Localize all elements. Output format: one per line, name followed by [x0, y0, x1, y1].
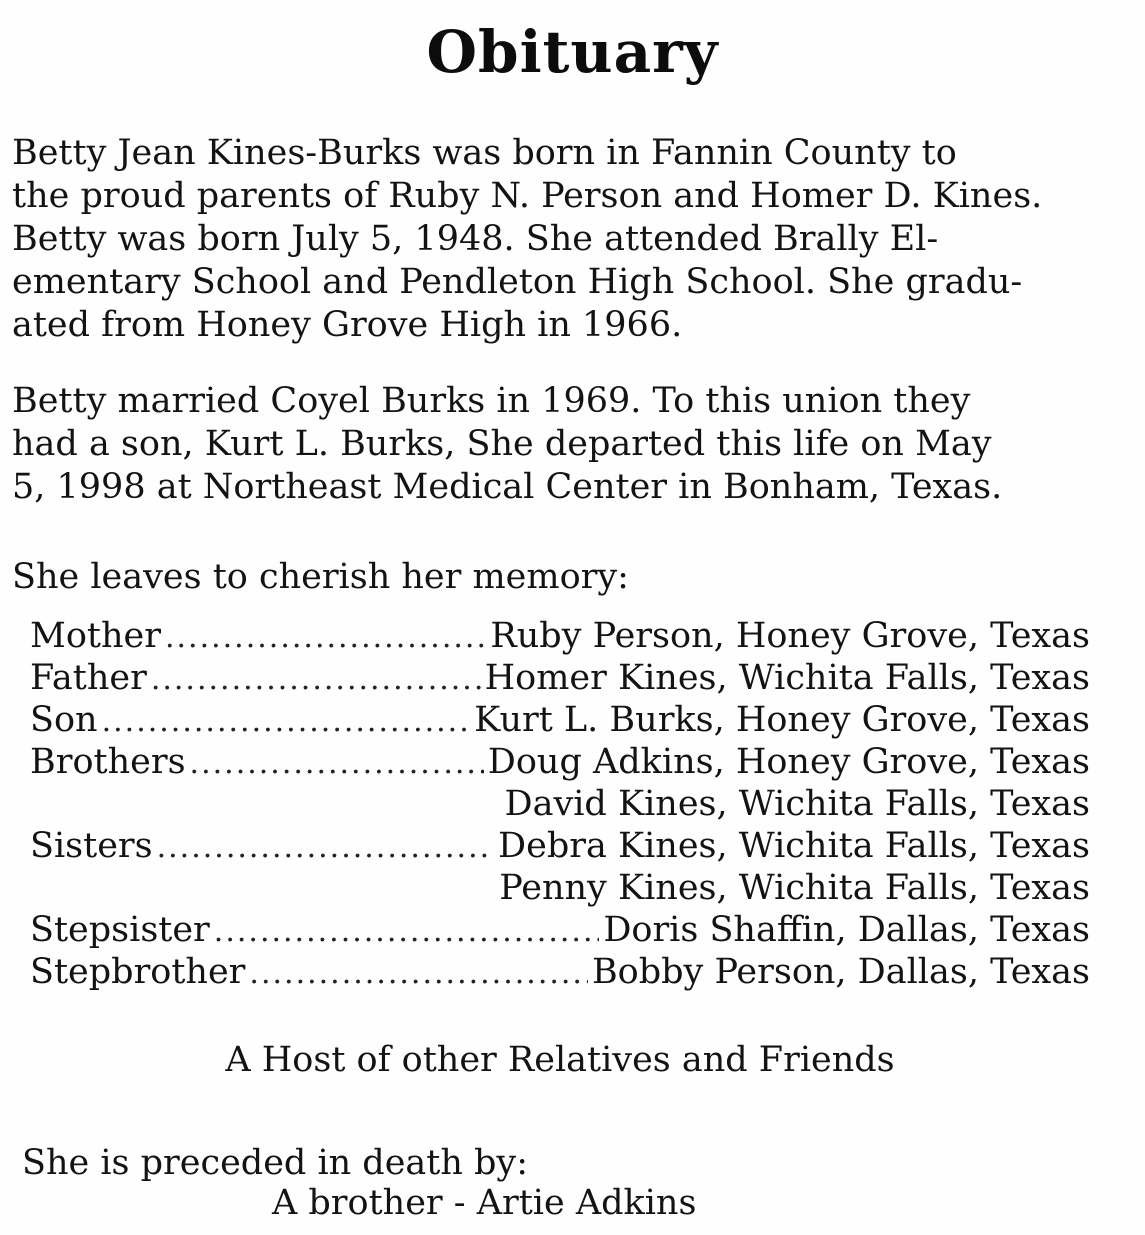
survivor-name: David Kines, Wichita Falls, Texas — [504, 784, 1090, 824]
survivor-relation: Brothers — [30, 742, 186, 782]
survivor-row — [30, 615, 1090, 657]
survivor-name: Penny Kines, Wichita Falls, Texas — [499, 868, 1090, 908]
survivor-relation: Father — [30, 658, 147, 698]
text-line: ated from Honey Grove High in 1966. — [12, 305, 683, 345]
survivor-relation: Stepsister — [30, 910, 210, 950]
text-line: 5, 1998 at Northeast Medical Center in Bonham, Texas. — [12, 467, 1003, 507]
host-line: A Host of other Relatives and Friends — [225, 1040, 895, 1080]
survivor-relation: Stepbrother — [30, 952, 246, 992]
text-line: Betty Jean Kines-Burks was born in Fannin County to — [12, 133, 957, 173]
page-title: Obituary — [426, 18, 719, 86]
survivor-row-continuation — [30, 783, 1090, 825]
text-line: Betty was born July 5, 1948. She attended Brally El- — [12, 219, 939, 259]
survivor-row — [30, 825, 1090, 867]
survivors-heading-text: She leaves to cherish her memory: — [12, 557, 629, 597]
survivor-name: Ruby Person, Honey Grove, Texas — [490, 616, 1090, 656]
survivor-relation: Mother — [30, 616, 161, 656]
preceded-name: A brother - Artie Adkins — [272, 1183, 697, 1223]
dot-leader — [102, 701, 471, 743]
survivor-name: Kurt L. Burks, Honey Grove, Texas — [474, 700, 1090, 740]
survivor-relation: Son — [30, 700, 98, 740]
survivor-row — [30, 951, 1090, 993]
survivor-name: Bobby Person, Dallas, Texas — [591, 952, 1090, 992]
dot-leader — [190, 743, 484, 785]
dot-leader — [249, 953, 588, 995]
survivor-name: Doris Shaffin, Dallas, Texas — [603, 910, 1090, 950]
survivors-heading — [12, 556, 1092, 599]
dot-leader — [165, 617, 486, 659]
dot-leader — [151, 659, 481, 701]
survivor-row — [30, 699, 1090, 741]
text-line: ementary School and Pendleton High School. She gradu- — [12, 262, 1023, 302]
dot-leader — [214, 911, 600, 953]
survivor-relation: Sisters — [30, 826, 153, 866]
survivors-list — [30, 615, 1090, 993]
biography-paragraph — [12, 132, 1092, 347]
marriage-paragraph — [12, 380, 1092, 509]
survivor-name: Homer Kines, Wichita Falls, Texas — [484, 658, 1090, 698]
survivor-row-continuation — [30, 867, 1090, 909]
survivor-row — [30, 909, 1090, 951]
text-line: had a son, Kurt L. Burks, She departed this life on May — [12, 424, 992, 464]
dot-leader — [157, 827, 494, 869]
survivor-row — [30, 657, 1090, 699]
preceded-heading: She is preceded in death by: — [22, 1143, 528, 1183]
text-line: Betty married Coyel Burks in 1969. To this union they — [12, 381, 971, 421]
text-line: the proud parents of Ruby N. Person and Homer D. Kines. — [12, 176, 1043, 216]
survivor-name: Doug Adkins, Honey Grove, Texas — [487, 742, 1090, 782]
survivor-row — [30, 741, 1090, 783]
survivor-name: Debra Kines, Wichita Falls, Texas — [498, 826, 1090, 866]
